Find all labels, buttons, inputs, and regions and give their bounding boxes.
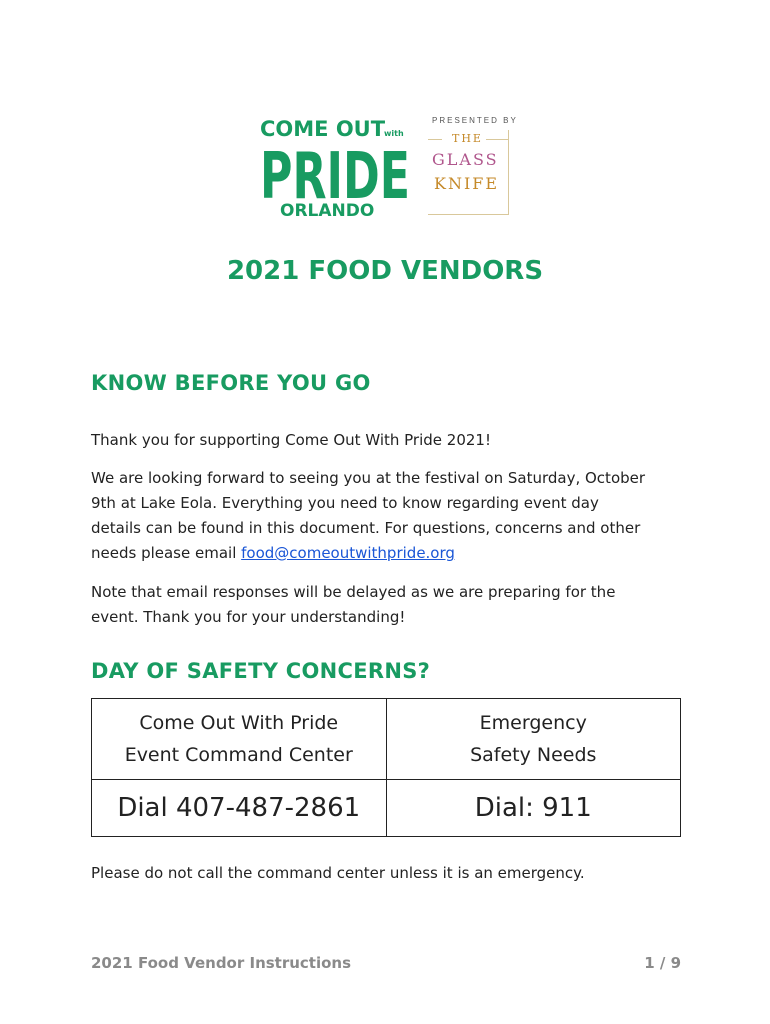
table-row [92, 699, 681, 780]
details-line-3: details can be found in this document. For questions, concerns and other [91, 519, 641, 537]
event-logo [258, 112, 518, 222]
sponsor-glass: GLASS [432, 150, 499, 169]
emergency-label-line2: Safety Needs [470, 744, 597, 766]
come-out-with-pride-logo [258, 112, 418, 222]
safety-heading: DAY OF SAFETY CONCERNS? [91, 659, 431, 683]
sponsor-knife: KNIFE [434, 174, 500, 193]
logo-line1: COME OUT [260, 117, 386, 141]
email-delay-paragraph [91, 580, 691, 630]
emergency-label-line1: Emergency [479, 712, 587, 734]
command-center-number: Dial 407-487-2861 [92, 780, 387, 837]
logo-line3: ORLANDO [280, 201, 375, 221]
delay-line-1: Note that email responses will be delayed as we are preparing for the [91, 583, 616, 601]
glass-knife-logo [428, 130, 509, 215]
command-center-label-line1: Come Out With Pride [139, 712, 339, 734]
details-line-1: We are looking forward to seeing you at the festival on Saturday, October [91, 469, 646, 487]
footer-title: 2021 Food Vendor Instructions [91, 954, 352, 972]
details-line-4: needs please email [91, 544, 242, 562]
email-link[interactable]: food@comeoutwithpride.org [241, 544, 455, 562]
sponsor-the: THE [452, 132, 483, 145]
command-center-label-line2: Event Command Center [124, 744, 353, 766]
logo-line2: PRIDE [260, 140, 410, 214]
table-row [92, 780, 681, 837]
safety-contacts-table [91, 698, 681, 837]
delay-line-2: event. Thank you for your understanding! [91, 608, 406, 626]
command-center-label-cell [92, 699, 387, 780]
page-number: 1 / 9 [644, 954, 681, 972]
presented-by-label: PRESENTED BY [432, 116, 518, 125]
know-before-heading: KNOW BEFORE YOU GO [91, 371, 371, 395]
emergency-note: Please do not call the command center unless it is an emergency. [91, 864, 585, 882]
emergency-label-cell [386, 699, 681, 780]
document-title: 2021 FOOD VENDORS [226, 256, 544, 286]
emergency-number: Dial: 911 [386, 780, 681, 837]
details-line-2: 9th at Lake Eola. Everything you need to know regarding event day [91, 494, 599, 512]
logo-with: with [384, 129, 404, 138]
thank-you-paragraph: Thank you for supporting Come Out With Pride 2021! [91, 431, 491, 449]
event-details-paragraph [91, 466, 691, 566]
